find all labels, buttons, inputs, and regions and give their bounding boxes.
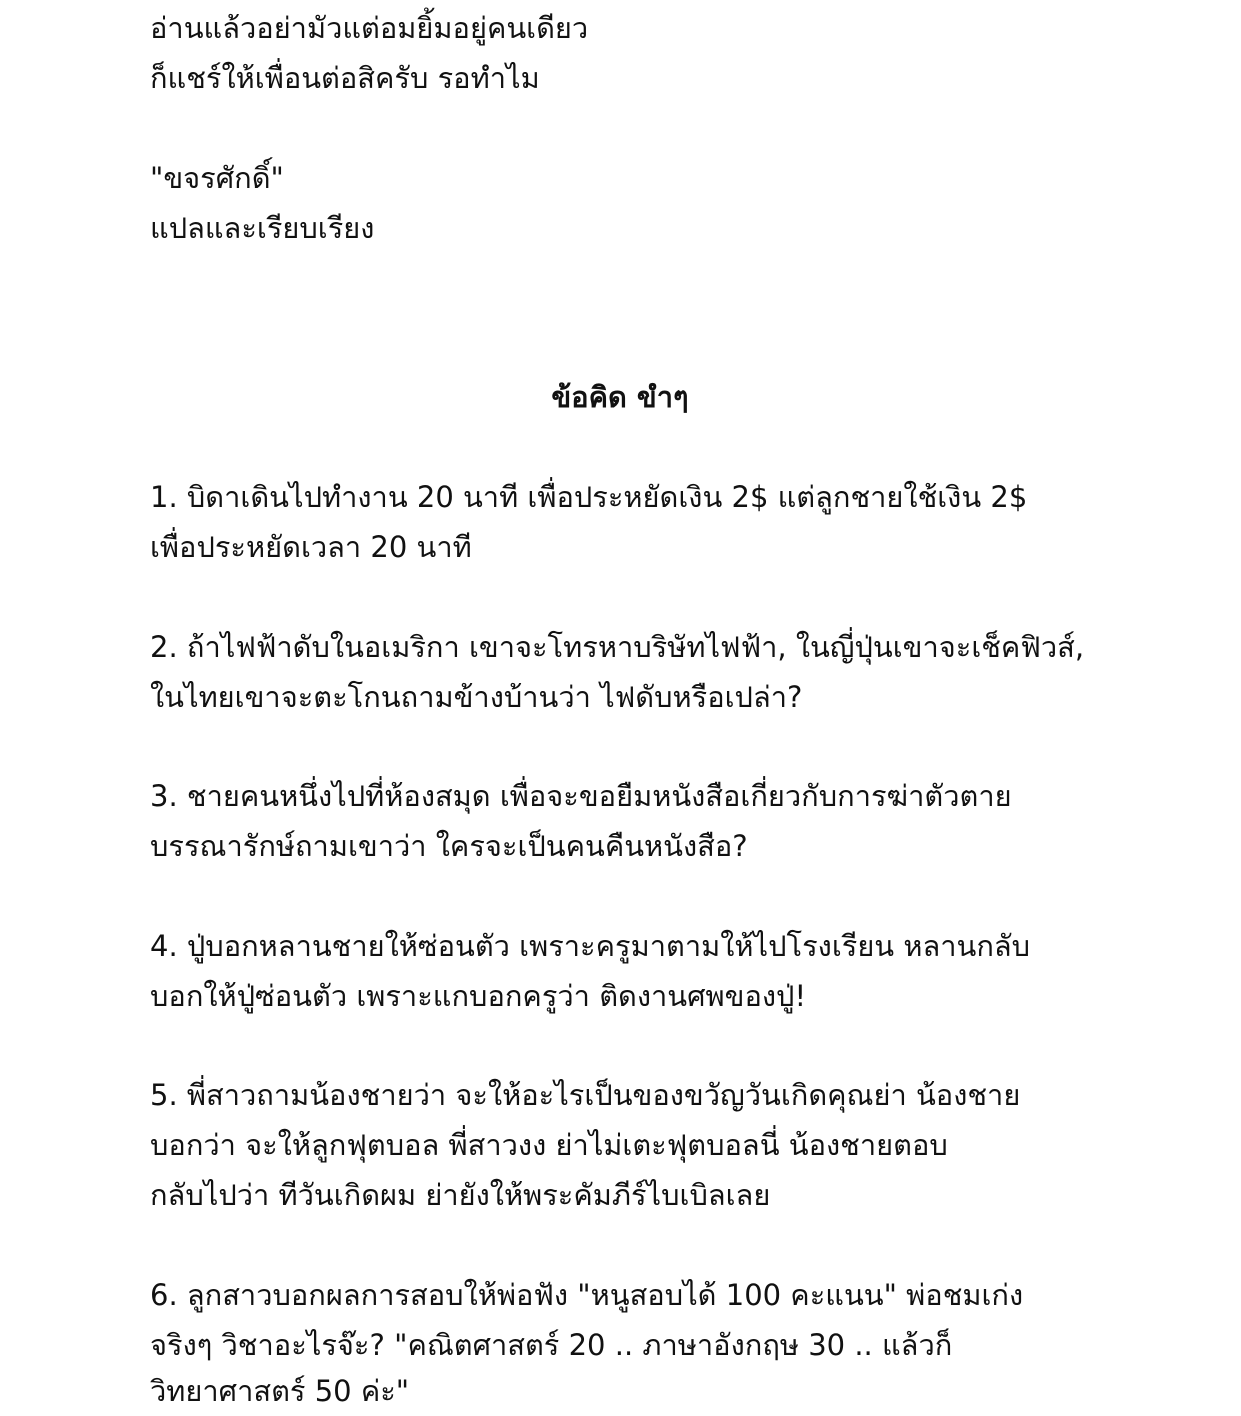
item-5-line-3: กลับไปว่า ทีวันเกิดผม ย่ายังให้พระคัมภีร์ไบเบิลเลย — [150, 1178, 771, 1212]
section-title: ข้อคิด ขำๆ — [551, 380, 689, 414]
item-2-line-1: 2. ถ้าไฟฟ้าดับในอเมริกา เขาจะโทรหาบริษัทไฟฟ้า, ในญี่ปุ่นเขาจะเช็คฟิวส์, — [150, 630, 1085, 664]
item-1-line-2: เพื่อประหยัดเวลา 20 นาที — [150, 530, 472, 564]
item-3-line-1: 3. ชายคนหนึ่งไปที่ห้องสมุด เพื่อจะขอยืมหนังสือเกี่ยวกับการฆ่าตัวตาย — [150, 779, 1012, 813]
credit-role: แปลและเรียบเรียง — [150, 211, 375, 245]
intro-line-1: อ่านแล้วอย่ามัวแต่อมยิ้มอยู่คนเดียว — [150, 11, 589, 45]
intro-line-2: ก็แชร์ให้เพื่อนต่อสิครับ รอทำไม — [150, 61, 540, 95]
item-6-line-3: วิทยาศาสตร์ 50 ค่ะ" — [150, 1374, 410, 1408]
item-3-line-2: บรรณารักษ์ถามเขาว่า ใครจะเป็นคนคืนหนังสือ? — [150, 829, 748, 863]
item-4-line-1: 4. ปู่บอกหลานชายให้ซ่อนตัว เพราะครูมาตามให้ไปโรงเรียน หลานกลับ — [150, 929, 1031, 963]
item-6-line-2: จริงๆ วิชาอะไรจ๊ะ? "คณิตศาสตร์ 20 .. ภาษาอังกฤษ 30 .. แล้วก็ — [150, 1328, 953, 1362]
credit-author: "ขจรศักดิ์" — [150, 161, 284, 195]
item-5-line-2: บอกว่า จะให้ลูกฟุตบอล พี่สาวงง ย่าไม่เตะฟุตบอลนี่ น้องชายตอบ — [150, 1128, 948, 1162]
item-1-line-1: 1. บิดาเดินไปทำงาน 20 นาที เพื่อประหยัดเงิน 2$ แต่ลูกชายใช้เงิน 2$ — [150, 480, 1028, 514]
item-2-line-2: ในไทยเขาจะตะโกนถามข้างบ้านว่า ไฟดับหรือเปล่า? — [150, 680, 803, 714]
item-4-line-2: บอกให้ปู่ซ่อนตัว เพราะแกบอกครูว่า ติดงานศพของปู่! — [150, 979, 807, 1013]
item-5-line-1: 5. พี่สาวถามน้องชายว่า จะให้อะไรเป็นของขวัญวันเกิดคุณย่า น้องชาย — [150, 1078, 1021, 1112]
item-6-line-1: 6. ลูกสาวบอกผลการสอบให้พ่อฟัง "หนูสอบได้ 100 คะแนน" พ่อชมเก่ง — [150, 1278, 1024, 1312]
